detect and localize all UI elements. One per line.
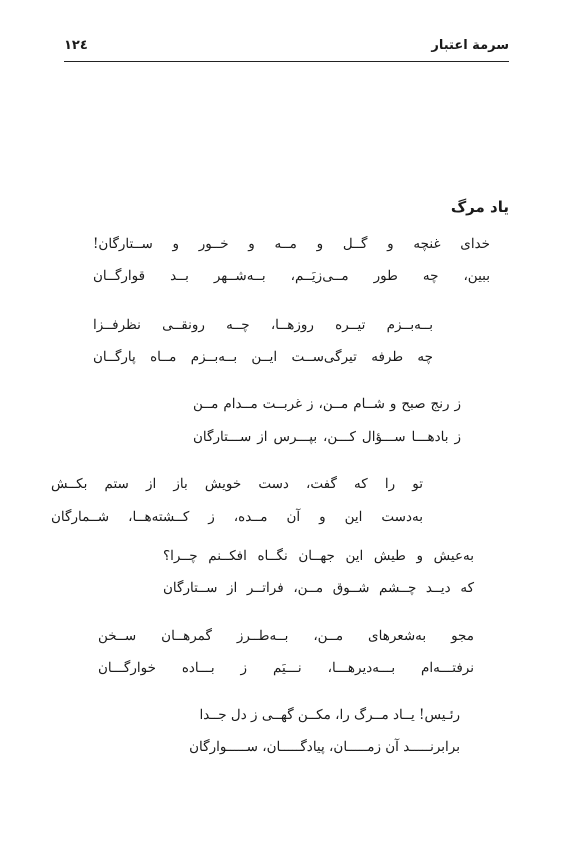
verse-line: رئـیس! یــاد مــرگ را، مکــن گهــی ز دل جــدا <box>199 707 460 723</box>
verse-line: ببین، چه طور مــی‌زیَــم، بــه‌شــهر بــد قوارگــان <box>93 268 490 284</box>
verse-line: چه طرفه تیرگی‌ســت ایــن بــه‌بــزم مــاه پارگــان <box>93 349 433 365</box>
verse-line: ز بادهـــا ســـؤال کـــن، بپـــرس از ســـتارگان <box>193 429 461 445</box>
verse-line: مجو به‌شعرهای مــن، بــه‌طــرز گمرهــان ســخن <box>98 628 474 644</box>
verse-line: به‌عیش و طیش این جهــان نگــاه افکــنم چــرا؟ <box>163 548 474 564</box>
poem-title: یاد مرگ <box>450 198 509 216</box>
running-title: سرمة اعتبار <box>431 38 509 53</box>
verse-line: خدای غنچه و گــل و مــه و خــور و ســتارگان! <box>93 236 490 252</box>
verse-line: نرفتـــه‌ام بـــه‌دیرهـــا، نـــیَم ز بـــاده خوارگـــان <box>98 660 474 676</box>
verse-line: که دیــد چــشم شــوق مــن، فراتــر از ســتارگان <box>163 580 474 596</box>
page-number: ١٢٤ <box>64 38 88 53</box>
verse-line: بــه‌بــزم تیــره روزهــا، چــه رونقــی نظرفــزا <box>93 317 433 333</box>
verse-line: به‌دست این و آن مــده، ز کــشته‌هــا، شــمارگان <box>51 509 423 525</box>
verse-line: برابرنـــــد آن زمـــــان، پیادگـــــان، ســـــوارگان <box>189 739 460 755</box>
verse-line: ز رنج صبح و شــام مــن، ز غربــت مــدام مــن <box>193 396 461 412</box>
header-rule <box>64 61 509 62</box>
verse-line: تو را که گفت، دست خویش باز از ستم بکــش <box>51 476 423 492</box>
